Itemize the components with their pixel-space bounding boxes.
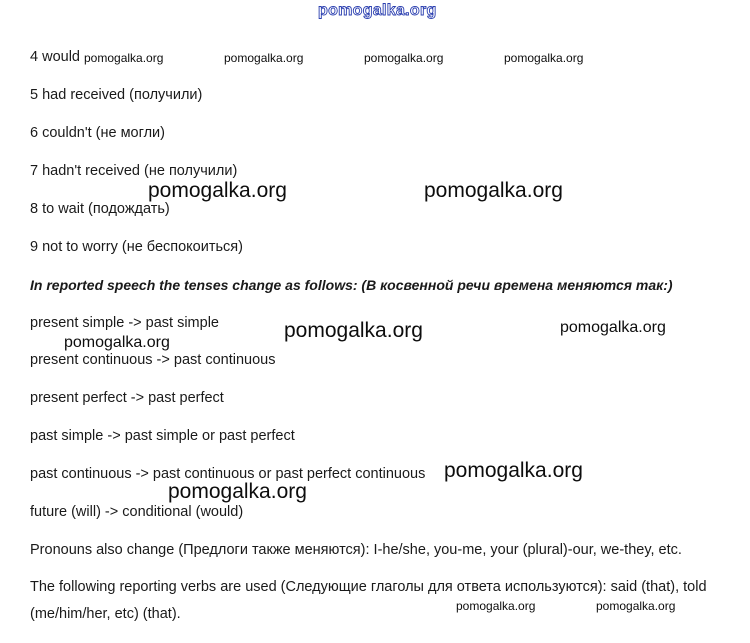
watermark-text: pomogalka.org <box>64 334 170 351</box>
watermark-text: pomogalka.org <box>444 459 583 482</box>
watermark-text: pomogalka.org <box>284 319 423 342</box>
answer-line-5: 5 had received (получили) <box>30 87 203 103</box>
answer-line-9: 9 not to worry (не беспокоиться) <box>30 239 243 255</box>
rule-heading: In reported speech the tenses change as follows: (В косвенной речи времена меняются так:) <box>30 277 673 293</box>
watermark-text: pomogalka.org <box>168 480 307 503</box>
watermark-text: pomogalka.org <box>364 51 444 65</box>
header-watermark: pomogalka.org <box>318 2 437 19</box>
watermark-text: pomogalka.org <box>224 51 304 65</box>
watermark-text: pomogalka.org <box>424 179 563 202</box>
tense-rule-past-simple: past simple -> past simple or past perfect <box>30 428 295 444</box>
watermark-text: pomogalka.org <box>596 599 676 613</box>
watermark-text: pomogalka.org <box>504 51 584 65</box>
watermark-text: pomogalka.org <box>456 599 536 613</box>
tense-rule-past-continuous: past continuous -> past continuous or past perfect continuous <box>30 466 426 482</box>
answer-line-6: 6 couldn't (не могли) <box>30 125 165 141</box>
watermark-text: pomogalka.org <box>148 179 287 202</box>
answer-line-4: 4 would <box>30 49 80 65</box>
tense-rule-present-continuous: present continuous -> past continuous <box>30 352 276 368</box>
pronouns-note: Pronouns also change (Предлоги также меняются): I-he/she, you-me, your (plural)-our, we-they, etc. <box>30 542 682 558</box>
answer-line-7: 7 hadn't received (не получили) <box>30 163 238 179</box>
tense-rule-present-simple: present simple -> past simple <box>30 315 219 331</box>
reporting-verbs-note: The following reporting verbs are used (Следующие глаголы для ответа используются): said (that), told (me/him/her, etc) (that). <box>30 579 707 622</box>
tense-rule-present-perfect: present perfect -> past perfect <box>30 390 224 406</box>
watermark-text: pomogalka.org <box>560 319 666 336</box>
answer-line-8: 8 to wait (подождать) <box>30 201 170 217</box>
watermark-text: pomogalka.org <box>84 51 164 65</box>
tense-rule-future: future (will) -> conditional (would) <box>30 504 244 520</box>
